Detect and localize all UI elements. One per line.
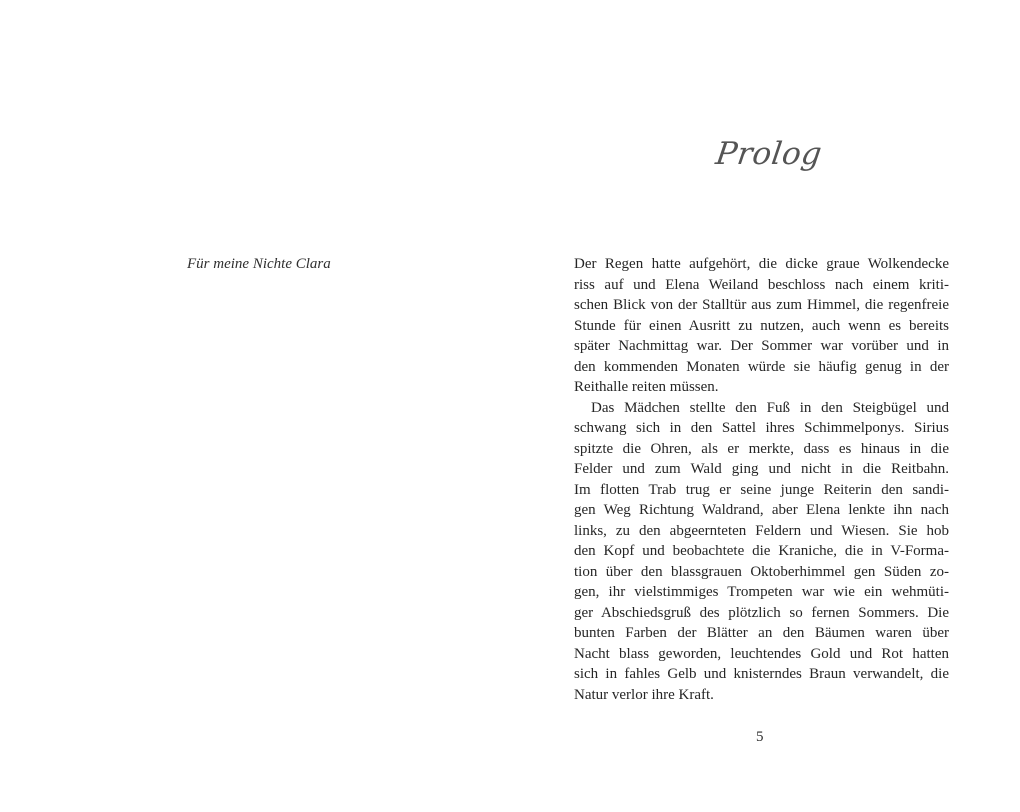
text-line: links, zu den abgeernteten Feldern und Wiesen. Sie hob <box>574 522 949 539</box>
text-line: den Kopf und beobachtete die Kraniche, die in V-Forma- <box>574 543 949 559</box>
text-line: später Nachmittag war. Der Sommer war vorüber und in <box>574 338 949 354</box>
text-line: Im flotten Trab trug er seine junge Reiterin den sandi- <box>574 481 949 498</box>
page-number: 5 <box>756 729 764 745</box>
text-line: gen, ihr vielstimmiges Trompeten war wie ein wehmüti- <box>574 584 949 600</box>
text-line: sich in fahles Gelb und knisterndes Braun verwandelt, die <box>574 666 949 682</box>
text-line: Stunde für einen Ausritt zu nutzen, auch wenn es bereits <box>574 317 949 334</box>
text-line: den kommenden Monaten würde sie häufig genug in der <box>574 358 949 375</box>
text-line: riss auf und Elena Weiland beschloss nach einem kriti- <box>574 276 949 293</box>
text-line: spitzte die Ohren, als er merkte, dass es hinaus in die <box>574 440 949 457</box>
text-line: Natur verlor ihre Kraft. <box>574 686 714 703</box>
dedication: Für meine Nichte Clara <box>187 256 331 272</box>
body-text <box>574 254 949 705</box>
text-line: gen Weg Richtung Waldrand, aber Elena lenkte ihn nach <box>574 502 949 518</box>
text-line: schen Blick von der Stalltür aus zum Himmel, die regenfreie <box>574 297 949 313</box>
text-line: Der Regen hatte aufgehört, die dicke graue Wolkendecke <box>574 256 949 272</box>
right-page <box>510 0 1020 812</box>
text-line: Felder und zum Wald ging und nicht in die Reitbahn. <box>574 461 949 477</box>
chapter-title: Prolog <box>713 136 825 172</box>
text-line: ger Abschiedsgruß des plötzlich so fernen Sommers. Die <box>574 604 949 621</box>
text-line: Das Mädchen stellte den Fuß in den Steigbügel und <box>591 399 949 416</box>
text-line: tion über den blassgrauen Oktoberhimmel gen Süden zo- <box>574 563 949 580</box>
text-line: Reithalle reiten müssen. <box>574 379 719 395</box>
text-line: schwang sich in den Sattel ihres Schimmelponys. Sirius <box>574 420 949 436</box>
text-line: Nacht blass geworden, leuchtendes Gold und Rot hatten <box>574 645 949 662</box>
text-line: bunten Farben der Blätter an den Bäumen waren über <box>574 625 949 641</box>
